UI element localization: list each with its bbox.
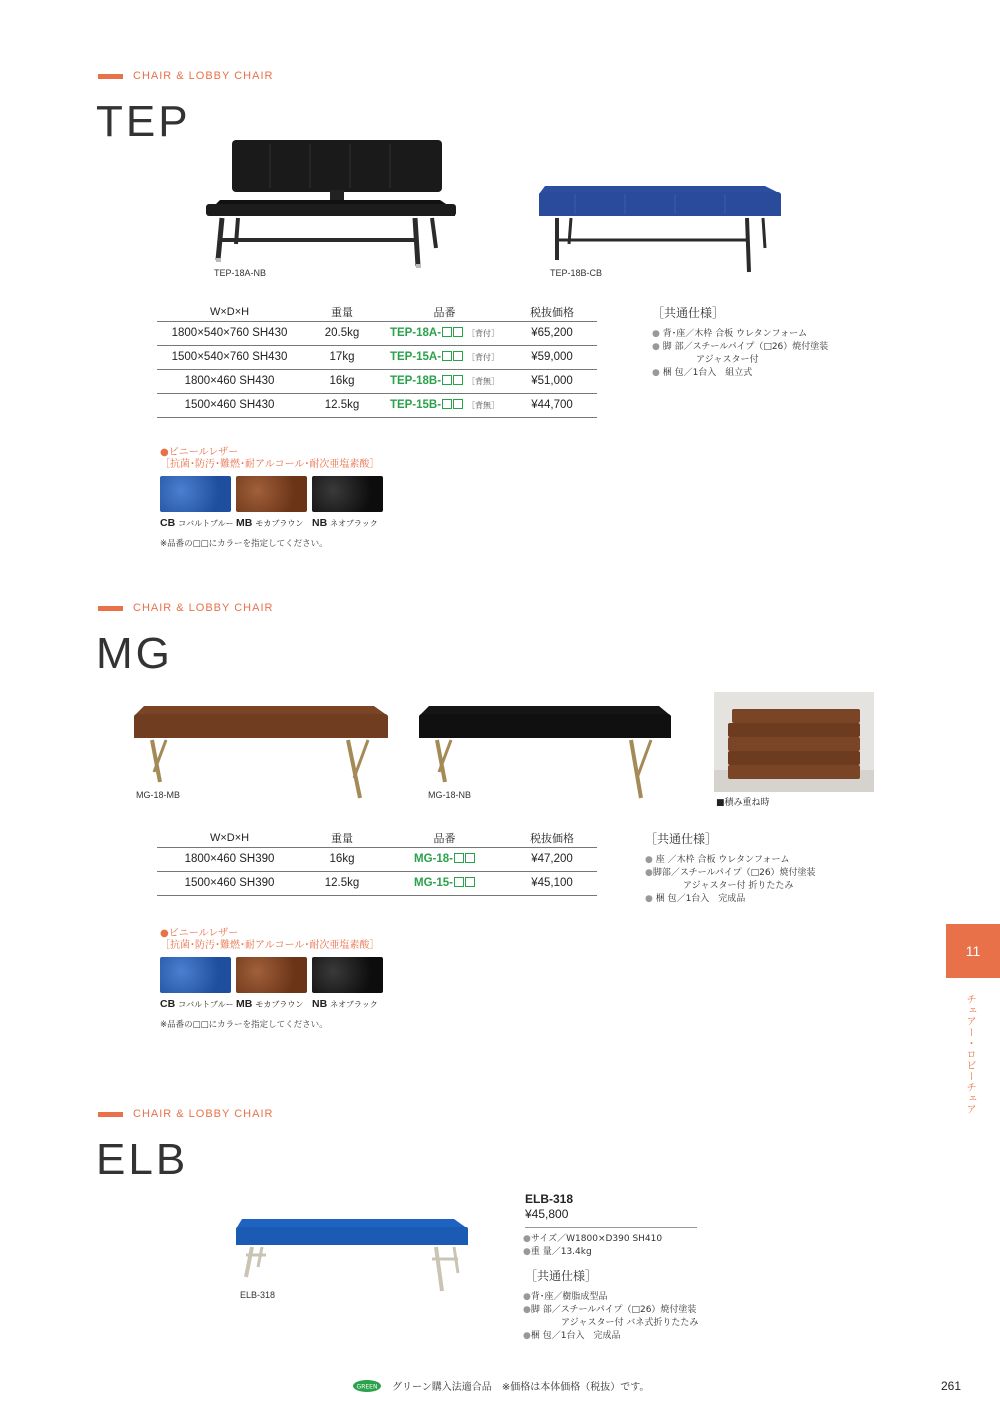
product-code: MG-15-: [414, 877, 453, 889]
green-purchase-logo: [352, 1379, 382, 1393]
mg-stack-photo: [714, 692, 874, 792]
cell-weight: 17kg: [302, 345, 382, 369]
cell-price: ¥65,200: [507, 321, 597, 345]
common-item: ●背･座／樹脂成型品: [523, 1292, 608, 1302]
swatch-subtitle: ［抗菌･防汚･難燃･耐アルコール･耐次亜塩素酸］: [160, 940, 380, 951]
swatch-label: NB ネオブラック: [312, 998, 378, 1010]
mg-18-nb-image: [415, 702, 675, 802]
mg-spec-table: [157, 829, 597, 896]
swatch-cobalt-blue: [160, 957, 231, 993]
swatch-row: [160, 957, 383, 993]
mg-swatch-block: [160, 928, 383, 1030]
cell-code: [382, 393, 507, 417]
tep-spec-table: [157, 303, 597, 418]
cell-code: [382, 321, 507, 345]
code-note: ［背無］: [467, 377, 500, 386]
category-bar: [98, 74, 123, 79]
swatch-title: ●ビニールレザー: [160, 447, 239, 458]
table-row: [157, 321, 597, 345]
common-title: ［共通仕様］: [645, 832, 718, 846]
color-box: [453, 375, 463, 385]
common-item: ● 背･座／木枠 合板 ウレタンフォーム: [652, 329, 808, 339]
common-title: ［共通仕様］: [525, 1269, 598, 1283]
price-note: ※価格は本体価格（税抜）です。: [501, 1382, 650, 1393]
swatch-neo-black: [312, 957, 383, 993]
cell-code: [382, 345, 507, 369]
code-note: ［背付］: [467, 329, 500, 338]
code-note: ［背付］: [467, 353, 500, 362]
chapter-title: チェアー・ロビーチェア: [964, 994, 975, 1115]
table-row: [157, 345, 597, 369]
cell-weight: 16kg: [302, 369, 382, 393]
color-box: [453, 351, 463, 361]
category-bar: [98, 606, 123, 611]
code-note: ［背無］: [467, 401, 500, 410]
category-label: CHAIR & LOBBY CHAIR: [133, 602, 274, 614]
divider: [525, 1227, 697, 1228]
common-item: アジャスター付: [696, 355, 759, 365]
mg-common-spec: [645, 830, 816, 906]
mg-category: [98, 602, 273, 614]
common-title: ［共通仕様］: [652, 306, 725, 320]
page-number: 261: [941, 1379, 962, 1393]
elb-specs: [523, 1233, 697, 1259]
cell-code: [382, 847, 507, 871]
swatch-mocha-brown: [236, 476, 307, 512]
table-row: [157, 393, 597, 417]
tep-category: [98, 70, 273, 82]
cell-code: [382, 871, 507, 895]
swatch-label: CB コバルトブルー: [160, 517, 234, 529]
swatch-label: NB ネオブラック: [312, 517, 378, 529]
header-code: 品番: [382, 303, 507, 321]
tep-title: TEP: [96, 97, 191, 146]
swatch-label: CB コバルトブルー: [160, 998, 234, 1010]
cell-size: 1500×460 SH430: [157, 393, 302, 417]
color-box: [442, 399, 452, 409]
tep-18b-label: TEP-18B-CB: [550, 268, 603, 278]
header-weight: 重量: [302, 829, 382, 847]
common-item: アジャスター付 バネ式折りたたみ: [561, 1318, 699, 1328]
table-row: [157, 369, 597, 393]
swatch-note: ※品番の□□にカラーを指定してください。: [160, 539, 328, 549]
color-box: [442, 375, 452, 385]
header-weight: 重量: [302, 303, 382, 321]
cell-price: ¥59,000: [507, 345, 597, 369]
header-size: W×D×H: [157, 303, 302, 321]
elb-detail: [525, 1192, 697, 1343]
header-price: 税抜価格: [507, 829, 597, 847]
cell-price: ¥45,100: [507, 871, 597, 895]
elb-category: [98, 1108, 273, 1120]
swatch-mocha-brown: [236, 957, 307, 993]
table-header-row: [157, 303, 597, 321]
common-list: [523, 1291, 697, 1343]
color-box: [453, 399, 463, 409]
elb-title: ELB: [96, 1135, 189, 1184]
cell-weight: 20.5kg: [302, 321, 382, 345]
color-box: [453, 327, 463, 337]
tep-18a-label: TEP-18A-NB: [214, 268, 267, 278]
mg-18-mb-label: MG-18-MB: [136, 790, 181, 800]
cell-size: 1800×460 SH390: [157, 847, 302, 871]
swatch-row: [160, 476, 383, 512]
tep-18b-image: [535, 182, 785, 278]
color-box: [442, 327, 452, 337]
color-box: [454, 877, 464, 887]
category-label: CHAIR & LOBBY CHAIR: [133, 1108, 274, 1120]
common-item: ● 脚 部／スチールパイプ（□26）焼付塗装: [652, 342, 829, 352]
green-purchase-label: グリーン購入法適合品: [392, 1382, 492, 1393]
spec-item: ●重 量／13.4kg: [523, 1247, 592, 1257]
color-box: [465, 877, 475, 887]
common-list: [645, 854, 816, 906]
cell-size: 1800×540×760 SH430: [157, 321, 302, 345]
cell-weight: 12.5kg: [302, 871, 382, 895]
cell-weight: 16kg: [302, 847, 382, 871]
color-box: [465, 853, 475, 863]
cell-weight: 12.5kg: [302, 393, 382, 417]
swatch-label: MB モカブラウン: [236, 998, 304, 1010]
swatch-subtitle: ［抗菌･防汚･難燃･耐アルコール･耐次亜塩素酸］: [160, 459, 380, 470]
cell-size: 1500×460 SH390: [157, 871, 302, 895]
elb-318-image: [232, 1215, 472, 1295]
footer: [352, 1378, 649, 1393]
swatch-neo-black: [312, 476, 383, 512]
table-header-row: [157, 829, 597, 847]
elb-name: ELB-318: [525, 1192, 574, 1206]
header-code: 品番: [382, 829, 507, 847]
common-item: ●脚 部／スチールパイプ（□26）焼付塗装: [523, 1305, 697, 1315]
tep-swatch-block: [160, 447, 383, 549]
product-code: TEP-15A-: [389, 351, 442, 363]
common-item: ●梱 包／1台入 完成品: [523, 1331, 621, 1341]
svg-text:GREEN: GREEN: [356, 1383, 378, 1390]
swatch-cobalt-blue: [160, 476, 231, 512]
cell-size: 1800×460 SH430: [157, 369, 302, 393]
table-row: [157, 847, 597, 871]
common-item: ●脚部／スチールパイプ（□26）焼付塗装: [645, 868, 816, 878]
mg-stack-caption: ■積み重ね時: [716, 798, 770, 808]
cell-price: ¥44,700: [507, 393, 597, 417]
mg-title: MG: [96, 629, 173, 678]
product-code: MG-18-: [414, 853, 453, 865]
spec-item: ●サイズ／W1800×D390 SH410: [523, 1234, 663, 1244]
swatch-label: MB モカブラウン: [236, 517, 304, 529]
cell-price: ¥51,000: [507, 369, 597, 393]
color-box: [454, 853, 464, 863]
common-item: アジャスター付 折りたたみ: [683, 881, 794, 891]
cell-size: 1500×540×760 SH430: [157, 345, 302, 369]
mg-18-nb-label: MG-18-NB: [428, 790, 472, 800]
swatch-title: ●ビニールレザー: [160, 928, 239, 939]
elb-price: ¥45,800: [525, 1207, 569, 1221]
category-label: CHAIR & LOBBY CHAIR: [133, 70, 274, 82]
cell-code: [382, 369, 507, 393]
swatch-note: ※品番の□□にカラーを指定してください。: [160, 1020, 328, 1030]
common-item: ● 梱 包／1台入 組立式: [652, 368, 753, 378]
table-row: [157, 871, 597, 895]
tep-18a-image: [200, 138, 460, 273]
product-code: TEP-15B-: [389, 399, 442, 411]
cell-price: ¥47,200: [507, 847, 597, 871]
product-code: TEP-18B-: [389, 375, 442, 387]
category-bar: [98, 1112, 123, 1117]
color-box: [442, 351, 452, 361]
swatch-labels: [160, 998, 383, 1010]
common-item: ● 梱 包／1台入 完成品: [645, 894, 746, 904]
chapter-tab: 11: [946, 924, 1000, 978]
header-size: W×D×H: [157, 829, 302, 847]
swatch-labels: [160, 517, 383, 529]
common-item: ● 座 ／木枠 合板 ウレタンフォーム: [645, 855, 790, 865]
tep-common-spec: [652, 304, 828, 380]
elb-318-label: ELB-318: [240, 1290, 276, 1300]
common-list: [652, 328, 828, 380]
mg-18-mb-image: [130, 702, 392, 802]
header-price: 税抜価格: [507, 303, 597, 321]
product-code: TEP-18A-: [389, 327, 442, 339]
